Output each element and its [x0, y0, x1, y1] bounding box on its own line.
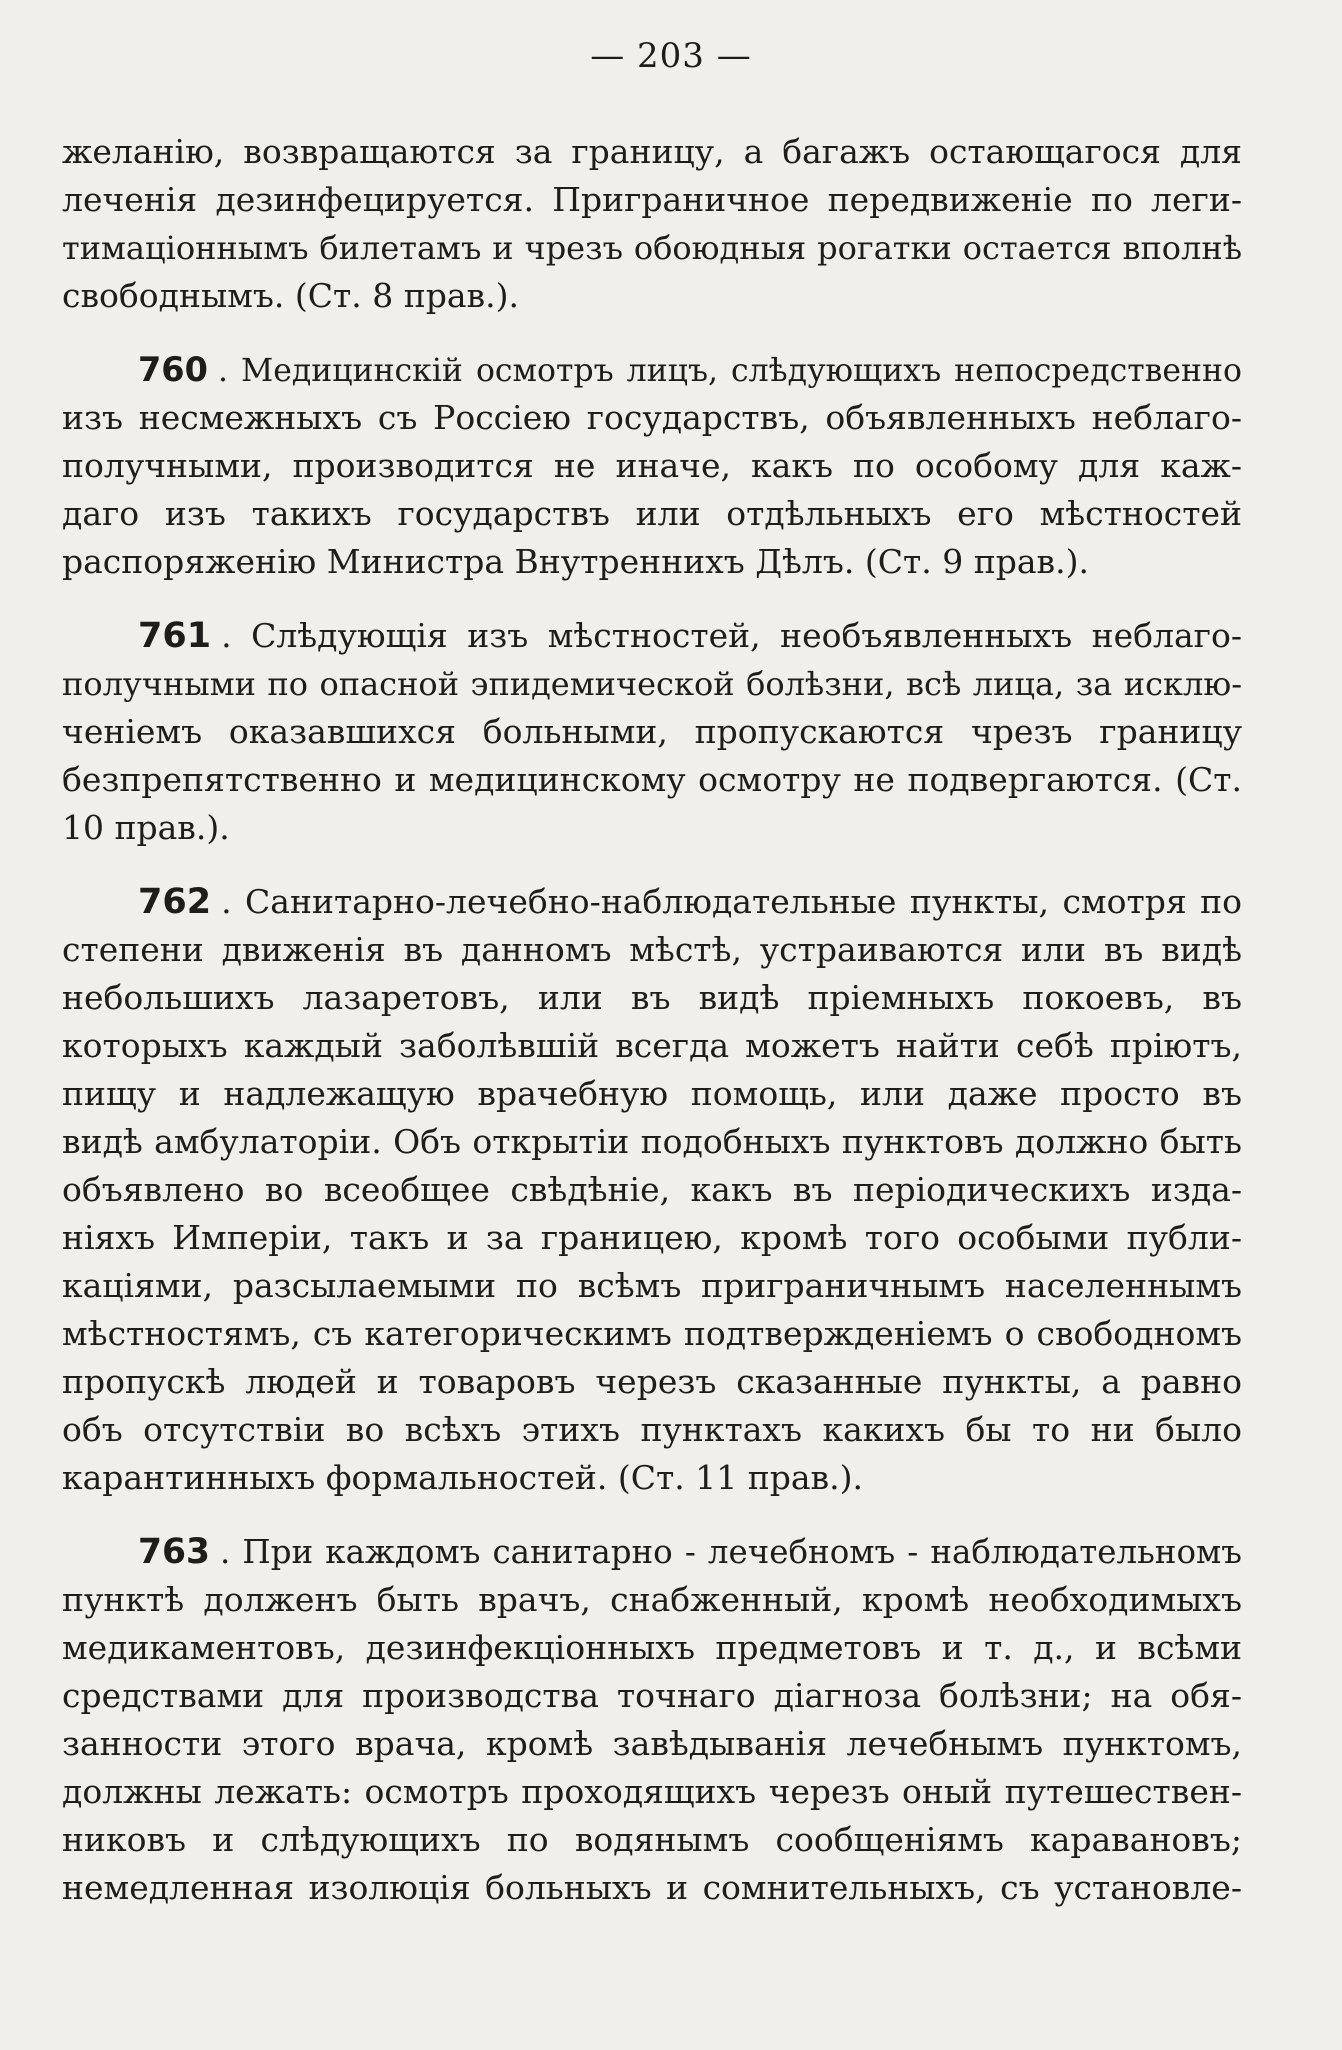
text-line: занности этого врача, кромѣ завѣдыванія лечебнымъ пунктомъ, — [62, 1724, 1242, 1763]
text-line: карантинныхъ формальностей. (Ст. 11 прав.). — [62, 1458, 863, 1497]
text-body — [62, 128, 1242, 1912]
text-line: медикаментовъ, дезинфекціонныхъ предметовъ и т. д., и всѣми — [62, 1628, 1242, 1667]
paragraph-continuation — [62, 128, 1242, 320]
page-number: — 203 — — [590, 36, 752, 76]
text-line: пищу и надлежащую врачебную помощь, или даже просто въ — [62, 1074, 1242, 1113]
article-first-line — [62, 878, 1242, 926]
article-763 — [62, 1528, 1242, 1912]
article-number: 760 — [138, 350, 208, 389]
article-first-line — [62, 1528, 1242, 1576]
article-761 — [62, 612, 1242, 852]
article-text: . Санитарно-лечебно-наблюдательные пункты, смотря по — [221, 882, 1242, 921]
text-line: должны лежать: осмотръ проходящихъ черезъ оный путешествен- — [62, 1772, 1242, 1811]
text-line: даго изъ такихъ государствъ или отдѣльныхъ его мѣстностей — [62, 494, 1242, 533]
text-line: объявлено во всеобщее свѣдѣніе, какъ въ періодическихъ изда- — [62, 1170, 1242, 1209]
text-line: ченіемъ оказавшихся больными, пропускаются чрезъ границу — [62, 712, 1242, 751]
text-line: небольшихъ лазаретовъ, или въ видѣ пріемныхъ покоевъ, въ — [62, 978, 1242, 1017]
article-number: 763 — [138, 1532, 211, 1572]
text-line: тимаціоннымъ билетамъ и чрезъ обоюдныя рогатки остается вполнѣ — [62, 229, 1242, 267]
text-line: распоряженію Министра Внутреннихъ Дѣлъ. (Ст. 9 прав.). — [62, 542, 1089, 581]
text-line: каціями, разсылаемыми по всѣмъ приграничнымъ населеннымъ — [62, 1266, 1242, 1305]
text-line: 10 прав.). — [62, 808, 230, 847]
text-line: свободнымъ. (Ст. 8 прав.). — [62, 276, 519, 315]
article-760 — [62, 346, 1242, 586]
article-text: . Слѣдующія изъ мѣстностей, необъявленныхъ неблаго- — [221, 616, 1242, 655]
text-line: ніяхъ Имперіи, такъ и за границею, кромѣ того особыми публи- — [62, 1218, 1242, 1257]
article-number: 762 — [138, 882, 212, 922]
article-first-line — [62, 346, 1242, 394]
article-text: . Медицинскій осмотръ лицъ, слѣдующихъ непосредственно — [217, 353, 1242, 389]
text-line: объ отсутствіи во всѣхъ этихъ пунктахъ какихъ бы то ни было — [62, 1410, 1242, 1449]
text-line: средствами для производства точнаго діагноза болѣзни; на обя- — [62, 1676, 1242, 1715]
text-line: пропускѣ людей и товаровъ черезъ сказанные пункты, а равно — [62, 1362, 1242, 1401]
text-line: безпрепятственно и медицинскому осмотру не подвергаются. (Ст. — [62, 760, 1242, 799]
text-line: степени движенія въ данномъ мѣстѣ, устраиваются или въ видѣ — [62, 930, 1242, 969]
article-first-line — [62, 612, 1242, 660]
text-line: желанію, возвращаются за границу, а багажъ остающагося для — [62, 132, 1242, 171]
article-762 — [62, 878, 1242, 1502]
text-line: которыхъ каждый заболѣвшій всегда можетъ найти себѣ пріютъ, — [62, 1026, 1242, 1065]
article-number: 761 — [138, 616, 212, 656]
text-line: немедленная изолюція больныхъ и сомнительныхъ, съ установле- — [62, 1868, 1242, 1907]
text-line: никовъ и слѣдующихъ по водянымъ сообщеніямъ каравановъ; — [62, 1820, 1242, 1859]
text-line: получными, производится не иначе, какъ по особому для каж- — [62, 446, 1242, 485]
text-line: получными по опасной эпидемической болѣзни, всѣ лица, за исклю- — [62, 665, 1242, 703]
article-text: . При каждомъ санитарно - лечебномъ - наблюдательномъ — [220, 1533, 1242, 1571]
text-line: леченія дезинфецируется. Приграничное передвиженіе по леги- — [62, 180, 1242, 219]
text-line: изъ несмежныхъ съ Россіею государствъ, объявленныхъ неблаго- — [62, 398, 1242, 437]
text-line: мѣстностямъ, съ категорическимъ подтвержденіемъ о свободномъ — [62, 1314, 1242, 1353]
text-line: видѣ амбулаторіи. Объ открытіи подобныхъ пунктовъ должно быть — [62, 1122, 1242, 1161]
text-line: пунктѣ долженъ быть врачъ, снабженный, кромѣ необходимыхъ — [62, 1580, 1242, 1619]
